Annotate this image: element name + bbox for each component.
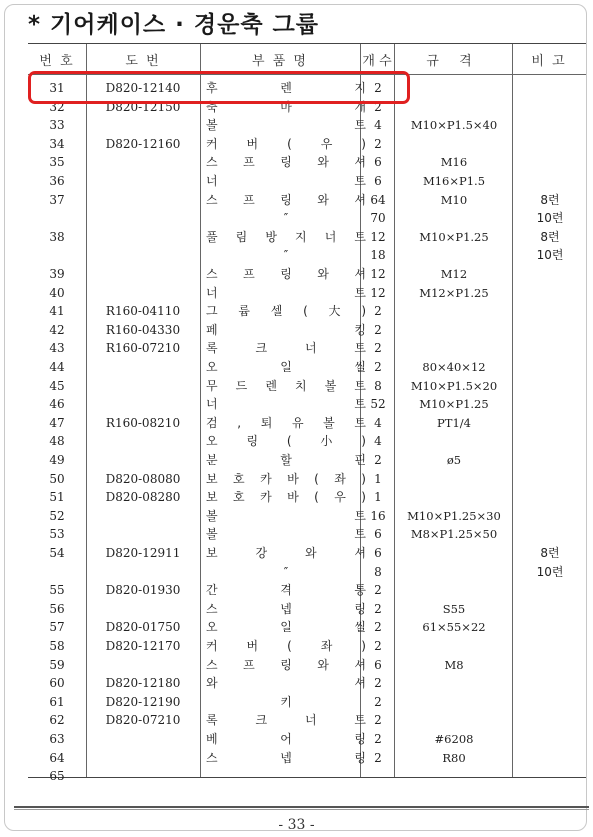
part-name: 스 넵 링 [206, 601, 366, 616]
header-part-name: 부 품 명 [252, 53, 308, 69]
part-name: 보 강 와 셔 [206, 546, 366, 560]
specification: M10×P1.25×30 [407, 508, 501, 523]
quantity: 16 [370, 508, 386, 523]
quantity: 1 [374, 471, 382, 486]
specification: M16 [440, 155, 468, 170]
specification: M10 [440, 192, 468, 207]
part-name: 너 트 [206, 285, 366, 300]
quantity: 4 [374, 434, 382, 449]
drawing-number: D820-12150 [105, 99, 181, 114]
drawing-number: D820-12190 [105, 694, 181, 709]
quantity: 2 [374, 601, 382, 616]
quantity: 6 [374, 657, 382, 672]
row-number: 61 [49, 694, 65, 709]
row-number: 53 [49, 527, 65, 542]
part-name: 오 링 ( 小 ) [206, 434, 366, 449]
header-note: 비 고 [531, 53, 567, 69]
part-name: 보 호 카 바 ( 우 ) [206, 490, 366, 505]
row-number: 65 [49, 769, 65, 784]
row-number: 38 [49, 229, 65, 244]
part-name: 보 호 카 바 ( 좌 ) [206, 471, 366, 486]
drawing-number: D820-01750 [105, 620, 181, 635]
column-divider [200, 44, 201, 777]
part-name: 스 프 링 와 셔 [206, 657, 366, 672]
quantity: 6 [374, 174, 382, 188]
quantity: 4 [374, 415, 382, 430]
row-number: 58 [49, 639, 65, 653]
drawing-number: D820-01930 [105, 583, 181, 598]
header-drawing-no: 도 번 [125, 53, 161, 69]
row-number: 32 [49, 99, 65, 114]
part-name: 검 , 퇴 유 볼 트 [206, 415, 366, 430]
part-name: 오 일 씰 [206, 360, 366, 374]
note: 8련 [540, 192, 560, 207]
specification: M12 [440, 267, 468, 281]
specification: M16×P1.5 [422, 174, 486, 188]
drawing-number: D820-12170 [105, 639, 181, 653]
quantity: 70 [370, 211, 386, 226]
quantity: 12 [370, 267, 386, 281]
row-number: 64 [49, 750, 65, 765]
specification: ø5 [446, 453, 462, 467]
part-name: 키 [280, 694, 292, 709]
drawing-number: D820-12180 [105, 676, 181, 691]
part-name: 와 셔 [206, 676, 366, 691]
quantity: 8 [374, 378, 382, 393]
row-number: 62 [49, 713, 65, 728]
quantity: 2 [374, 322, 382, 337]
drawing-number: R160-04110 [105, 304, 181, 319]
part-name: 베 어 링 [206, 732, 366, 746]
drawing-number: D820-12160 [105, 136, 181, 151]
note: 8련 [540, 546, 560, 560]
quantity: 2 [374, 453, 382, 467]
row-number: 34 [49, 136, 65, 151]
quantity: 12 [370, 229, 386, 244]
part-name: 스 프 링 와 셔 [206, 192, 366, 207]
quantity: 2 [374, 360, 382, 374]
quantity: 12 [370, 285, 386, 300]
row-number: 44 [49, 360, 65, 374]
part-name: ″ [283, 248, 289, 263]
part-name: 스 프 링 와 셔 [206, 155, 366, 170]
header-no: 번 호 [39, 53, 75, 69]
specification: M8×P1.25×50 [410, 527, 498, 542]
quantity: 2 [374, 99, 382, 114]
quantity: 6 [374, 546, 382, 560]
specification: 80×40×12 [422, 360, 486, 374]
row-number: 56 [49, 601, 65, 616]
quantity: 18 [370, 248, 386, 263]
quantity: 2 [374, 694, 382, 709]
specification: PT1/4 [437, 415, 471, 430]
row-number: 40 [49, 285, 65, 300]
part-name: 록 크 너 트 [206, 341, 366, 356]
row-number: 39 [49, 267, 65, 281]
drawing-number: D820-08080 [105, 471, 181, 486]
specification: R80 [442, 750, 466, 765]
quantity: 4 [374, 118, 382, 133]
specification: M10×P1.25 [419, 229, 489, 244]
specification: M10×P1.5×40 [410, 118, 498, 133]
quantity: 2 [374, 583, 382, 598]
row-number: 45 [49, 378, 65, 393]
specification: M10×P1.25 [419, 397, 489, 412]
part-name: 너 트 [206, 174, 366, 188]
row-number: 35 [49, 155, 65, 170]
quantity: 2 [374, 750, 382, 765]
quantity: 2 [374, 304, 382, 319]
part-name: 그 륨 셀 ( 大 ) [206, 304, 366, 319]
row-number: 50 [49, 471, 65, 486]
highlight-box [28, 71, 410, 104]
quantity: 2 [374, 732, 382, 746]
row-number: 60 [49, 676, 65, 691]
part-name: 풀 림 방 지 너 트 [206, 229, 366, 244]
row-number: 41 [49, 304, 65, 319]
column-divider [394, 44, 395, 777]
drawing-number: R160-08210 [105, 415, 181, 430]
part-name: 록 크 너 트 [206, 713, 366, 728]
quantity: 52 [370, 397, 386, 412]
specification: 61×55×22 [422, 620, 486, 635]
row-number: 42 [49, 322, 65, 337]
specification: #6208 [434, 732, 474, 746]
part-name: 분 할 핀 [206, 453, 366, 467]
row-number: 48 [49, 434, 65, 449]
row-number: 36 [49, 174, 65, 188]
row-number: 63 [49, 732, 65, 746]
part-name: 축 마 개 [206, 99, 366, 114]
footer-rule [14, 806, 589, 808]
part-name: ″ [283, 564, 289, 579]
quantity: 2 [374, 136, 382, 151]
specification: M8 [444, 657, 464, 672]
page-title: * 기어케이스 · 경운축 그룹 [28, 12, 319, 38]
note: 10련 [536, 211, 564, 226]
page-number: - 33 - [278, 817, 315, 833]
row-number: 37 [49, 192, 65, 207]
column-divider [86, 44, 87, 777]
note: 8련 [540, 229, 560, 244]
part-name: ″ [283, 211, 289, 226]
row-number: 47 [49, 415, 65, 430]
part-name: 페 킹 [206, 322, 366, 337]
part-name: 무 드 렌 치 볼 트 [206, 378, 366, 393]
part-name: 커 버 ( 우 ) [206, 136, 366, 151]
drawing-number: R160-07210 [105, 341, 181, 356]
part-name: 스 프 링 와 셔 [206, 267, 366, 281]
row-number: 31 [49, 81, 65, 95]
part-name: 너 트 [206, 397, 366, 412]
row-number: 33 [49, 118, 65, 133]
specification: M10×P1.5×20 [410, 378, 498, 393]
part-name: 볼 트 [206, 508, 366, 523]
quantity: 2 [374, 639, 382, 653]
note: 10련 [536, 564, 564, 579]
footer-rule [14, 809, 589, 810]
header-quantity: 개 수 [362, 53, 392, 69]
column-divider [512, 44, 513, 777]
drawing-number: D820-07210 [105, 713, 181, 728]
row-number: 43 [49, 341, 65, 356]
row-number: 59 [49, 657, 65, 672]
drawing-number: D820-08280 [105, 490, 181, 505]
quantity: 2 [374, 341, 382, 356]
quantity: 2 [374, 676, 382, 691]
parts-table [28, 43, 586, 784]
row-number: 51 [49, 490, 65, 505]
part-name: 오 일 씰 [206, 620, 366, 635]
part-name: 스 넵 링 [206, 750, 366, 765]
row-number: 52 [49, 508, 65, 523]
drawing-number: R160-04330 [105, 322, 181, 337]
quantity: 2 [374, 713, 382, 728]
row-number: 49 [49, 453, 65, 467]
note: 10련 [536, 248, 564, 263]
quantity: 6 [374, 155, 382, 170]
quantity: 1 [374, 490, 382, 505]
row-number: 57 [49, 620, 65, 635]
drawing-number: D820-12911 [105, 546, 181, 560]
row-number: 46 [49, 397, 65, 412]
quantity: 64 [370, 192, 386, 207]
header-spec: 규 격 [426, 53, 480, 69]
part-name: 후 렌 지 [206, 81, 366, 95]
quantity: 6 [374, 527, 382, 542]
part-name: 간 격 통 [206, 583, 366, 598]
quantity: 2 [374, 620, 382, 635]
part-name: 커 버 ( 좌 ) [206, 639, 366, 653]
quantity: 2 [374, 81, 382, 95]
part-name: 볼 트 [206, 118, 366, 133]
specification: M12×P1.25 [419, 285, 489, 300]
specification: S55 [442, 601, 466, 616]
row-number: 54 [49, 546, 65, 560]
quantity: 8 [374, 564, 382, 579]
row-number: 55 [49, 583, 65, 598]
part-name: 볼 트 [206, 527, 366, 542]
drawing-number: D820-12140 [105, 81, 181, 95]
